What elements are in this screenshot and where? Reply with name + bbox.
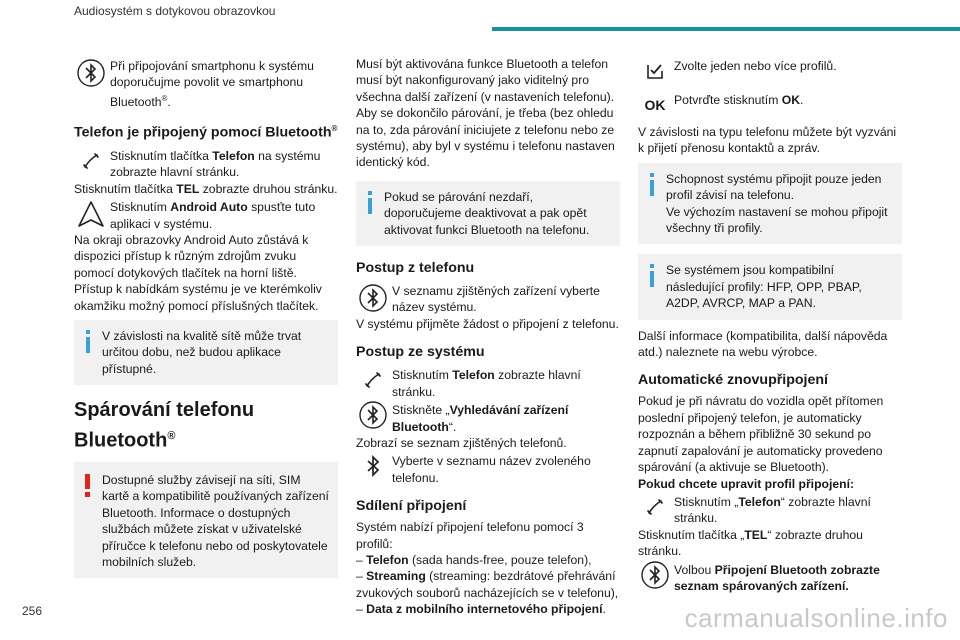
- t-bold: TEL: [176, 181, 200, 196]
- phone-icon: [356, 365, 390, 395]
- bluetooth-icon: [638, 560, 672, 590]
- info-note-network: [74, 320, 338, 385]
- t-bold: Telefon: [738, 494, 781, 509]
- t-bold: Telefon: [366, 552, 409, 567]
- heading-text: Spárování telefonu Bluetooth: [74, 399, 255, 452]
- registered-mark: ®: [167, 430, 176, 443]
- checkbox-icon: [638, 56, 672, 86]
- t: Vyberte v seznamu název zvoleného telefonu.: [392, 454, 591, 485]
- ok-icon: OK: [644, 96, 666, 113]
- step-select-profiles: [638, 56, 902, 86]
- bluetooth-icon: [356, 281, 390, 315]
- note-text: V závislosti na kvalitě sítě může trvat určitou dobu, než budou aplikace přístupné.: [102, 329, 302, 376]
- heading-auto-reconnect: Automatické znovupřipojení: [638, 372, 828, 389]
- note-text: Ve výchozím nastavení se mohou připojit všechny tři profily.: [666, 204, 888, 236]
- t: Stisknutím tlačítka: [110, 149, 213, 164]
- auto-reconnect-text: Pokud je při návratu do vozidla opět přítomen poslední připojený telefon, je automaticky rozpoznán a během přibližně 30 sekund po zapnutí zapalování je automaticky provedeno spárování (a aktivuje se Bluetooth).: [638, 394, 884, 475]
- info-icon: [646, 262, 660, 311]
- t: “ zobrazte hlavní stránku.: [674, 494, 871, 526]
- warning-icon: [82, 472, 96, 570]
- heading-from-system: Postup ze systému: [356, 344, 485, 361]
- dash: –: [356, 552, 363, 567]
- bluetooth-tip-text: Při připojování smartphonu k systému doporučujme povolit ve smartphonu Bluetooth: [110, 59, 314, 109]
- step-telefon: [74, 146, 338, 181]
- t: zobrazte hlavní stránku.: [392, 368, 581, 399]
- t: V seznamu zjištěných zařízení vyberte název systému.: [392, 284, 600, 315]
- t-bold: TEL: [744, 527, 768, 542]
- step-sys-select: [356, 451, 620, 486]
- t: Stisknutím: [392, 368, 453, 383]
- t: Stiskněte „: [392, 403, 450, 418]
- t: Potvrďte stisknutím: [674, 93, 782, 107]
- header-accent-bar: [492, 27, 960, 31]
- step-auto-telefon: [638, 492, 902, 527]
- info-icon: [646, 171, 660, 237]
- list-item: [356, 601, 620, 617]
- t-bold: Připojení Bluetooth zobrazte seznam spárovaných zařízení.: [674, 562, 880, 593]
- step-confirm-ok: [638, 90, 902, 120]
- registered-mark: ®: [331, 124, 338, 134]
- info-icon: [364, 189, 378, 238]
- auto-tel: [638, 527, 902, 560]
- t-bold: Telefon: [452, 368, 495, 383]
- t: Zvolte jeden nebo více profilů.: [674, 59, 837, 73]
- t: zobrazte druhou stránku.: [199, 181, 338, 196]
- t: (streaming: bezdrátové přehrávání zvukových souborů nacházejících se v telefonu),: [356, 569, 619, 600]
- from-phone-accept: V systému přijměte žádost o připojení z telefonu.: [356, 316, 619, 331]
- t-bold: Android Auto: [170, 200, 248, 215]
- step-sys-search: [356, 400, 620, 435]
- list-item: [356, 552, 620, 568]
- android-auto-text: Na okraji obrazovky Android Auto zůstává k dispozici přístup k různým zdrojům zvuku pomocí dotykových tlačítek na horní liště.: [74, 233, 309, 280]
- t: Stisknutím tlačítka „: [638, 527, 745, 542]
- list-item: [356, 568, 620, 601]
- t-bold: Data z mobilního internetového připojení: [366, 602, 603, 617]
- info-note-compatible: [638, 254, 902, 319]
- warning-note-services: [74, 462, 338, 578]
- heading-text: Telefon je připojený pomocí Bluetooth: [74, 125, 332, 142]
- heading-pairing: [74, 397, 338, 454]
- phone-icon: [74, 146, 108, 176]
- info-icon: [82, 328, 96, 377]
- t: (sada hands-free, pouze telefon),: [408, 552, 592, 567]
- t-bold: Vyhledávání zařízení Bluetooth: [392, 403, 569, 434]
- t-bold: Telefon: [212, 149, 255, 164]
- t-bold: Streaming: [366, 569, 426, 584]
- column-3: [638, 56, 902, 594]
- punct: .: [167, 94, 171, 109]
- pairing-intro: Musí být aktivována funkce Bluetooth a telefon musí být nakonfigurovaný jako viditelný pro všechna další zařízení (v nastaveních telefonu). Aby se dokončilo párování, je třeba (bez ohledu na to, zda párování iniciujete z telefonu nebo ze systému), aby byl v systému i telefonu nastaven identický kód.: [356, 57, 615, 170]
- list-shown: Zobrazí se seznam zjištěných telefonů.: [356, 435, 567, 450]
- step-android-auto: [74, 197, 338, 232]
- dash: –: [356, 602, 363, 617]
- t: .: [800, 93, 804, 107]
- heading-share: Sdílení připojení: [356, 498, 467, 515]
- heading-from-phone: Postup z telefonu: [356, 260, 475, 277]
- phone-icon: [638, 492, 672, 522]
- tel-second-page: [74, 181, 338, 197]
- t: Stisknutím: [110, 200, 171, 215]
- auto-reconnect-bold: [638, 476, 902, 492]
- warning-text: Dostupné služby závisejí na síti, SIM kartě a kompatibilitě používaných zařízení Bluetooth. Informace o dostupných službách můžete získat v uživatelské příručce k telefonu nebo od poskytovatele mobilních služeb.: [102, 472, 329, 569]
- step-sys-telefon: [356, 365, 620, 400]
- note-text: Schopnost systému připojit pouze jeden profil závisí na telefonu.: [666, 171, 882, 203]
- bluetooth-icon: [356, 400, 390, 430]
- registered-mark: ®: [161, 93, 168, 103]
- android-auto-text-2: Přístup k nabídkám systému je ve kterémkoliv okamžiku možný pomocí příslušných tlačítek.: [74, 282, 322, 313]
- t: Volbou: [674, 562, 715, 577]
- android-auto-icon: [74, 197, 108, 231]
- info-note-pairing-fail: [356, 181, 620, 246]
- page-number: 256: [22, 604, 43, 618]
- column-2: [356, 56, 620, 618]
- t: Stisknutím „: [674, 494, 739, 509]
- step-from-phone: [356, 281, 620, 316]
- dash: –: [356, 569, 363, 584]
- share-intro: Systém nabízí připojení telefonu pomocí 3 profilů:: [356, 520, 584, 551]
- page-header-title: Audiosystém s dotykovou obrazovkou: [74, 4, 276, 18]
- watermark: carmanualsonline.info: [684, 603, 948, 633]
- note-text: Se systémem jsou kompatibilní následující profily: HFP, OPP, PBAP, A2DP, AVRCP, MAP a PAN.: [666, 263, 862, 311]
- bluetooth-tip: [74, 56, 338, 110]
- t: “ zobrazte druhou stránku.: [638, 527, 863, 559]
- more-info: Další informace (kompatibilita, další nápověda atd.) naleznete na webu výrobce.: [638, 328, 888, 360]
- t: Stisknutím tlačítka: [74, 181, 177, 196]
- t: “.: [448, 419, 457, 434]
- t: .: [602, 602, 606, 617]
- t: spusťte tuto aplikaci v systému.: [110, 200, 316, 231]
- t-bold: Pokud chcete upravit profil připojení:: [638, 476, 855, 491]
- step-auto-bt: [638, 560, 902, 595]
- t: na systému zobrazte hlavní stránku.: [110, 149, 321, 180]
- t-bold: OK: [781, 93, 801, 107]
- note-text: Pokud se párování nezdaří, doporučujeme deaktivovat a pak opět aktivovat funkci Bluetooth na telefonu.: [384, 189, 590, 237]
- contacts-transfer: V závislosti na typu telefonu můžete být vyzváni k přijetí přenosu kontaktů a zpráv.: [638, 125, 897, 156]
- column-1: [74, 56, 338, 586]
- bluetooth-icon: [74, 56, 108, 90]
- heading-phone-connected: [74, 120, 338, 142]
- info-note-profile: [638, 163, 902, 245]
- bluetooth-symbol-icon: [356, 451, 390, 481]
